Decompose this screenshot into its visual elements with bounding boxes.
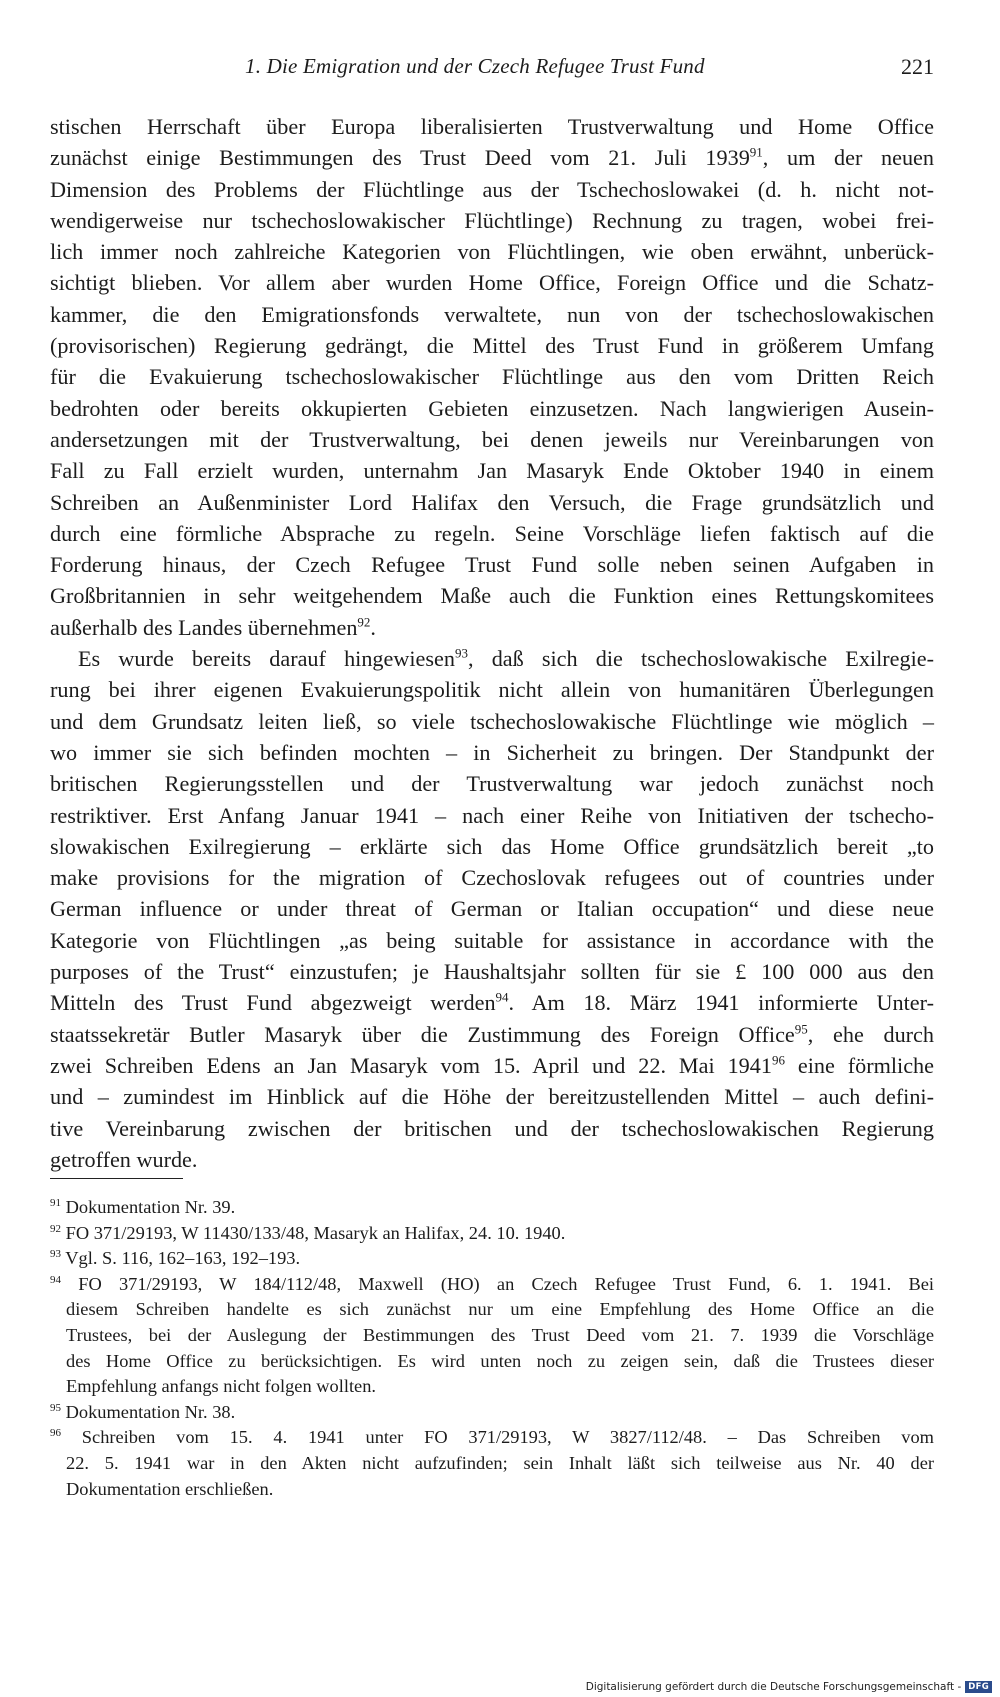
- footnote-text: diesem Schreiben handelte es sich zunächst nur um eine Empfehlung des Home Office an die: [66, 1299, 934, 1320]
- text-line: zwei Schreiben Edens an Jan Masaryk vom 15. April und 22. Mai 1941$^{96}$ eine förmliche: [50, 1052, 934, 1078]
- footnote-text: 22. 5. 1941 war in den Akten nicht aufzufinden; sein Inhalt läßt sich teilweise aus Nr. 40 der: [66, 1452, 934, 1473]
- footnotes: [50, 1195, 934, 1502]
- text-line: Fall zu Fall erzielt wurden, unternahm Jan Masaryk Ende Oktober 1940 in einem: [50, 458, 934, 484]
- footnote-ref-94[interactable]: 94: [495, 989, 509, 1005]
- text-line: wo immer sie sich befinden mochten – in Sicherheit zu bringen. Der Standpunkt der: [50, 739, 934, 765]
- text-line: Es wurde bereits darauf hingewiesen$^{93}$, daß sich die tschechoslowakische Exilregie-: [78, 645, 934, 672]
- text-line: Kategorie von Flüchtlingen „as being suitable for assistance in accordance with the: [50, 927, 934, 953]
- footnote-ref-91[interactable]: 91: [749, 144, 763, 160]
- text-line: purposes of the Trust“ einzustufen; je Haushaltsjahr sollten für sie £ 100 000 aus den: [50, 959, 934, 985]
- text-line: slowakischen Exilregierung – erklärte sich das Home Office grundsätzlich bereit „to: [50, 833, 934, 859]
- footnote-number: 94: [50, 1273, 61, 1286]
- footnote-92: [50, 1221, 934, 1247]
- text-line: britischen Regierungsstellen und der Trustverwaltung war jedoch zunächst noch: [50, 771, 934, 797]
- dfg-logo-icon: DFG: [965, 1681, 992, 1693]
- text-line: für die Evakuierung tschechoslowakischer Flüchtlinge aus den vom Dritten Reich: [50, 364, 934, 390]
- footnote-text: Empfehlung anfangs nicht folgen wollten.: [66, 1376, 377, 1397]
- text-line: und dem Grundsatz leiten ließ, so viele tschechoslowakische Flüchtlinge wie möglich –: [50, 708, 934, 734]
- text-line: Großbritannien in sehr weitgehendem Maße auch die Funktion eines Rettungskomitees: [50, 583, 934, 609]
- text-line: make provisions for the migration of Czechoslovak refugees out of countries under: [50, 865, 934, 891]
- text-line: wendigerweise nur tschechoslowakischer Flüchtlinge) Rechnung zu tragen, wobei frei-: [50, 207, 934, 233]
- footnote-text: Dokumentation erschließen.: [66, 1478, 274, 1499]
- main-text: [50, 111, 934, 1175]
- footnote-number: 92: [50, 1222, 61, 1235]
- footnote-number: 91: [50, 1196, 61, 1209]
- text-line: lich immer noch zahlreiche Kategorien von Flüchtlingen, wie oben erwähnt, unberück-: [50, 239, 934, 265]
- text-line: rung bei ihrer eigenen Evakuierungspolitik nicht allein von humanitären Überlegungen: [50, 677, 934, 703]
- text-line: und – zumindest im Hinblick auf die Höhe der bereitzustellenden Mittel – auch defini-: [50, 1084, 934, 1110]
- text-line: bedrohten oder bereits okkupierten Gebieten einzusetzen. Nach langwierigen Ausein-: [50, 395, 934, 421]
- text-line: Mitteln des Trust Fund abgezweigt werden$^{94}$. Am 18. März 1941 informierte Unter-: [50, 989, 934, 1016]
- digitization-credit: [586, 1681, 992, 1693]
- text-line: Forderung hinaus, der Czech Refugee Trust Fund solle neben seinen Aufgaben in: [50, 552, 934, 578]
- footnote-ref-96[interactable]: 96: [771, 1052, 785, 1068]
- text-line: German influence or under threat of German or Italian occupation“ und diese neue: [50, 896, 934, 922]
- text-line: getroffen wurde.: [50, 1146, 198, 1172]
- running-title: 1. Die Emigration und der Czech Refugee Trust Fund: [245, 54, 705, 78]
- footnote-number: 96: [50, 1427, 61, 1440]
- footnote-text: FO 371/29193, W 11430/133/48, Masaryk an Halifax, 24. 10. 1940.: [65, 1222, 566, 1243]
- text-line: kammer, die den Emigrationsfonds verwaltete, nun von der tschechoslowakischen: [50, 301, 934, 327]
- text-line: restriktiver. Erst Anfang Januar 1941 – nach einer Reihe von Initiativen der tschecho-: [50, 802, 934, 828]
- footnote-ref-93[interactable]: 93: [454, 645, 468, 661]
- footnote-ref-92[interactable]: 92: [357, 614, 371, 630]
- text-line: andersetzungen mit der Trustverwaltung, bei denen jeweils nur Vereinbarungen von: [50, 426, 934, 452]
- text-line: stischen Herrschaft über Europa liberalisierten Trustverwaltung und Home Office: [50, 114, 934, 139]
- credit-text: Digitalisierung gefördert durch die Deutsche Forschungsgemeinschaft -: [585, 1681, 962, 1693]
- text-line: sichtigt blieben. Vor allem aber wurden Home Office, Foreign Office und die Schatz-: [50, 270, 934, 296]
- footnote-text: Schreiben vom 15. 4. 1941 unter FO 371/29193, W 3827/112/48. – Das Schreiben vom: [81, 1427, 934, 1448]
- footnote-number: 93: [50, 1248, 61, 1261]
- text-line: staatssekretär Butler Masaryk über die Zustimmung des Foreign Office$^{95}$, ehe durch: [50, 1021, 934, 1047]
- paragraph-2: [50, 643, 934, 1175]
- text-line: Dimension des Problems der Flüchtlinge aus der Tschechoslowakei (d. h. nicht not-: [50, 176, 934, 202]
- footnote-text: Dokumentation Nr. 38.: [65, 1401, 236, 1422]
- footnote-text: FO 371/29193, W 184/112/48, Maxwell (HO) an Czech Refugee Trust Fund, 6. 1. 1941. Bei: [78, 1273, 934, 1294]
- text-line: außerhalb des Landes übernehmen$^{92}$.: [50, 614, 376, 640]
- footnote-divider: [50, 1178, 183, 1179]
- text-line: durch eine förmliche Absprache zu regeln. Seine Vorschläge liefen faktisch auf die: [50, 520, 934, 546]
- footnote-text: Trustees, bei der Auslegung der Bestimmungen des Trust Deed vom 21. 7. 1939 die Vorschläge: [66, 1324, 934, 1345]
- running-header: [50, 50, 934, 86]
- footnote-94: [50, 1272, 934, 1400]
- footnote-text: Dokumentation Nr. 39.: [65, 1197, 236, 1217]
- text-line: zunächst einige Bestimmungen des Trust Deed vom 21. Juli 1939$^{91}$, um der neuen: [50, 144, 934, 171]
- footnote-ref-95[interactable]: 95: [794, 1021, 808, 1037]
- footnote-text: des Home Office zu berücksichtigen. Es wird unten noch zu zeigen sein, daß die Trustees dieser: [66, 1350, 934, 1371]
- footnote-95: [50, 1400, 934, 1426]
- paragraph-1: [50, 111, 934, 643]
- footnote-93: [50, 1246, 934, 1272]
- footnote-text: Vgl. S. 116, 162–163, 192–193.: [65, 1248, 301, 1269]
- text-line: (provisorischen) Regierung gedrängt, die Mittel des Trust Fund in größerem Umfang: [50, 333, 934, 359]
- page-number: 221: [901, 54, 934, 79]
- footnote-number: 95: [50, 1401, 61, 1414]
- footnote-91: [50, 1195, 934, 1221]
- text-line: Schreiben an Außenminister Lord Halifax den Versuch, die Frage grundsätzlich und: [50, 489, 934, 515]
- footnote-96: [50, 1425, 934, 1502]
- text-line: tive Vereinbarung zwischen der britischen und der tschechoslowakischen Regierung: [50, 1115, 934, 1141]
